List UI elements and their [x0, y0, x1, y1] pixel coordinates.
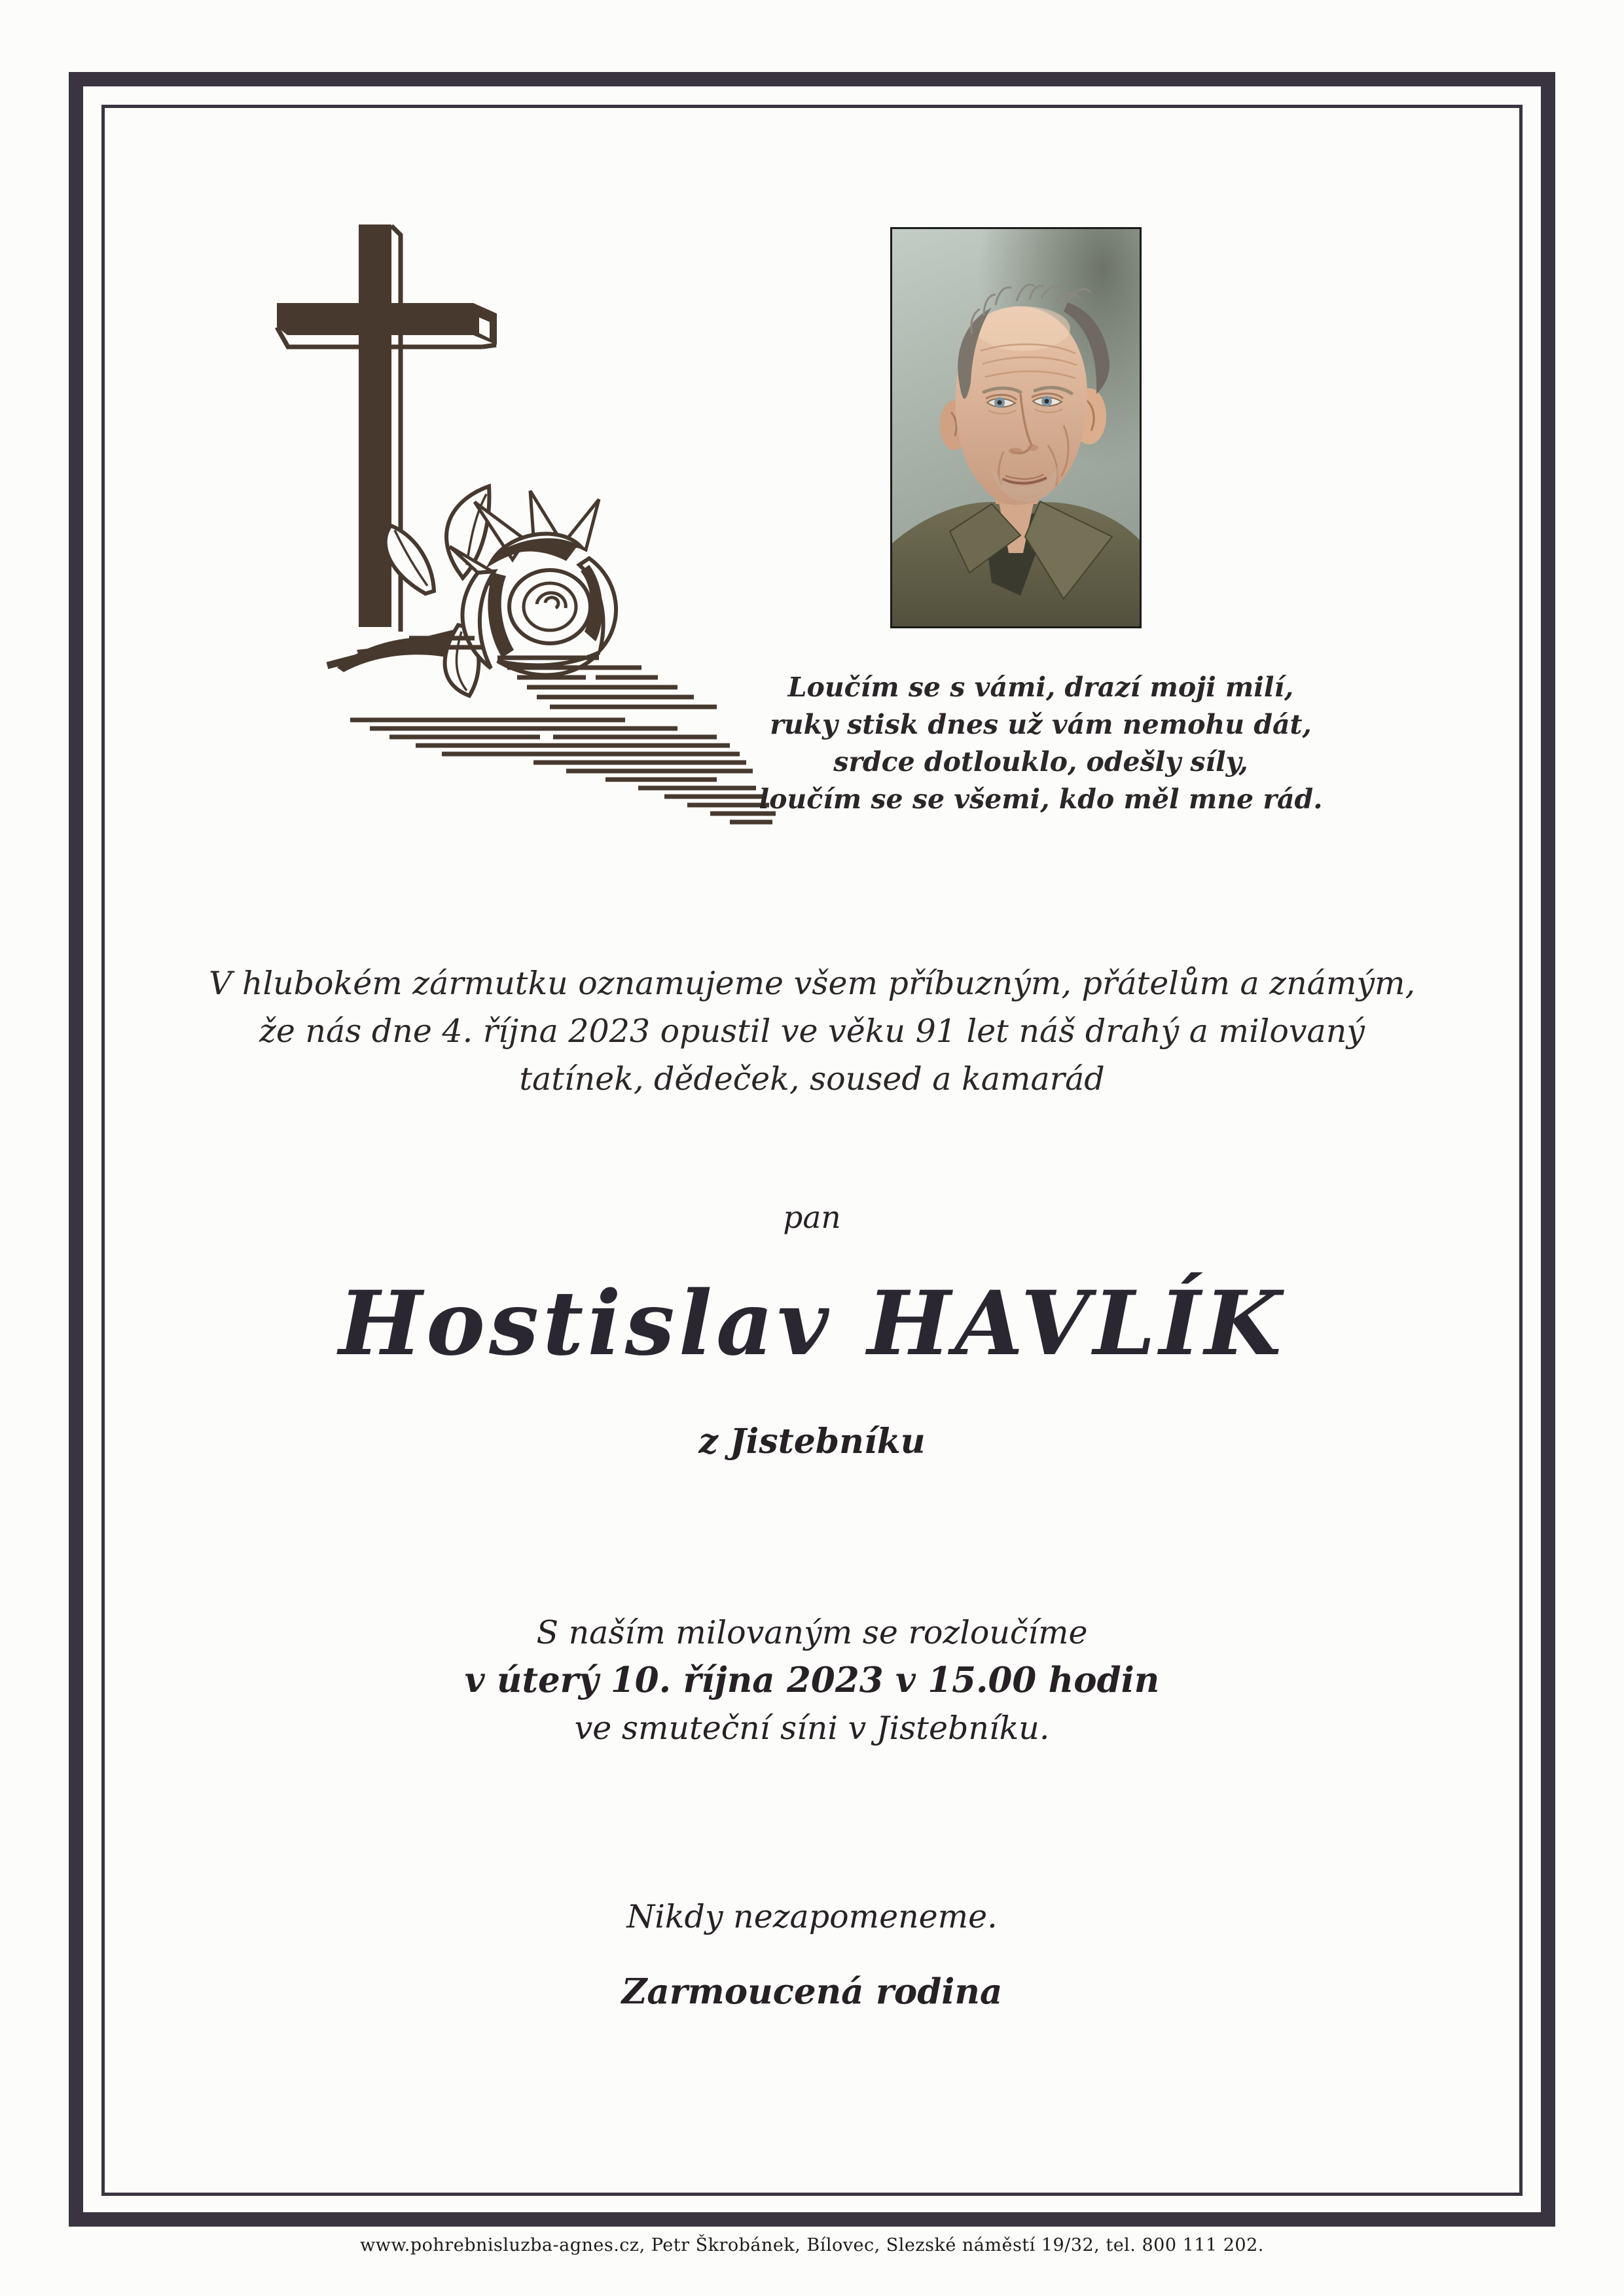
poem-line: srdce dotlouklo, odešly síly, — [833, 746, 1248, 778]
remembrance-line: Nikdy nezapomeneme. — [626, 1898, 998, 1935]
salutation: pan — [783, 1200, 841, 1236]
family-signature: Zarmoucená rodina — [621, 1971, 1003, 2012]
funeral-date-time: v úterý 10. října 2023 v 15.00 hodin — [464, 1660, 1160, 1700]
poem-line: Loučím se s vámi, drazí moji milí, — [787, 672, 1294, 703]
portrait-photo-image — [892, 229, 1140, 626]
funeral-place: ve smuteční síni v Jistebníku. — [574, 1710, 1050, 1747]
deceased-portrait-photo — [890, 227, 1142, 628]
funeral-service-contact: www.pohrebnisluzba-agnes.cz, Petr Škrobánek, Bílovec, Slezské náměstí 19/32, tel. 800 111 202. — [360, 2235, 1264, 2255]
announcement-line: V hlubokém zármutku oznamujeme všem příbuzným, přátelům a známým, — [208, 965, 1416, 1002]
announcement-line: tatínek, dědeček, soused a kamarád — [519, 1060, 1105, 1098]
death-announcement — [111, 960, 1513, 1103]
funeral-details — [0, 1609, 1624, 1752]
poem-line: loučím se se všemi, kdo měl mne rád. — [759, 783, 1323, 815]
poem-line: ruky stisk dnes už vám nemohu dát, — [770, 709, 1312, 740]
deceased-name: Hostislav HAVLÍK — [338, 1271, 1286, 1375]
farewell-poem — [697, 669, 1384, 818]
deceased-residence: z Jistebníku — [698, 1422, 926, 1462]
announcement-line: že nás dne 4. října 2023 opustil ve věku 91 let náš drahý a milovaný — [259, 1013, 1365, 1050]
funeral-line: S naším milovaným se rozloučíme — [536, 1614, 1088, 1651]
